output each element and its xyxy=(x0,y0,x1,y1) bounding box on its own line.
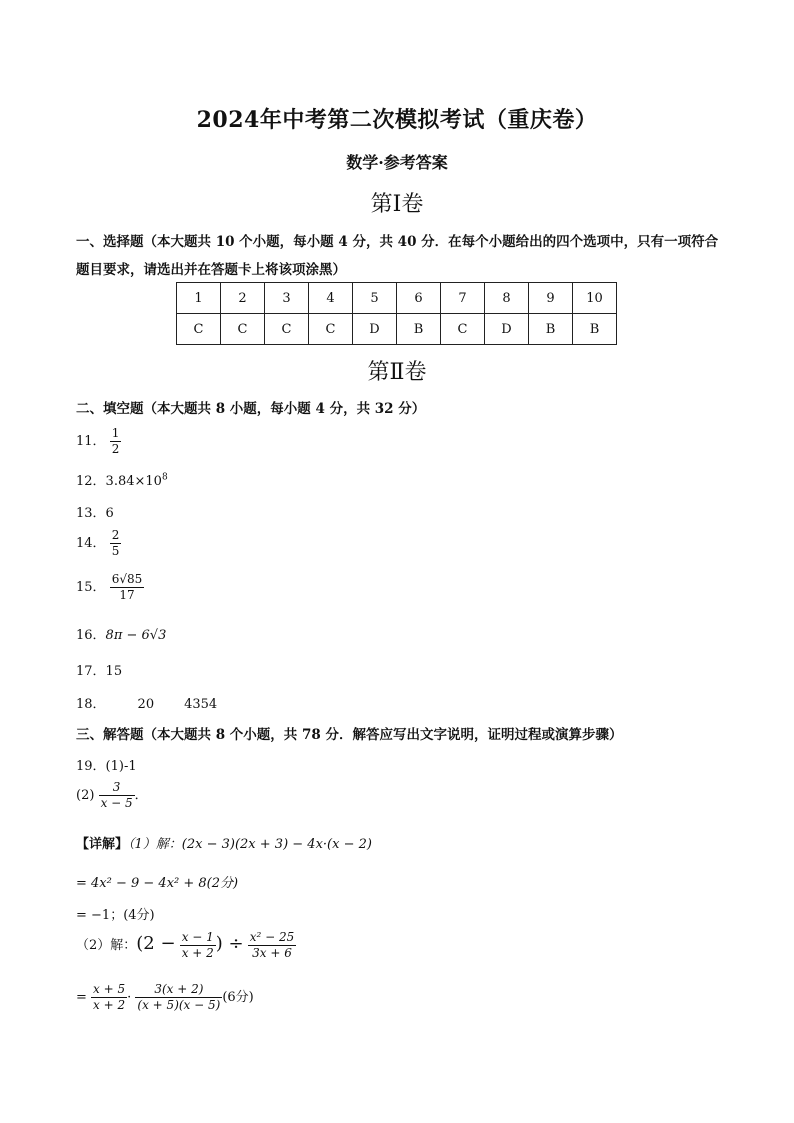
section-3-instructions: 三、解答题（本大题共 8 个小题，共 78 分．解答应写出文字说明，证明过程或演算步骤） xyxy=(76,727,623,743)
question-number: 9 xyxy=(529,283,573,314)
numerator: 3(x + 2) xyxy=(135,982,222,998)
denominator: x − 5 xyxy=(100,796,133,810)
answer-cell: B xyxy=(529,314,573,345)
q19-step-1: = 4x² − 9 − 4x² + 8(2分) xyxy=(76,876,239,891)
question-label: 18． xyxy=(76,697,106,712)
numerator: 6√85 xyxy=(111,572,143,586)
question-label: 17． xyxy=(76,664,106,679)
answer-cell: B xyxy=(397,314,441,345)
fraction xyxy=(91,982,127,1013)
fraction xyxy=(99,780,135,811)
section-1-instructions-line1: 一、选择题（本大题共 10 个小题，每小题 4 分，共 40 分．在每个小题给出的四个选项中，只有一项符合 xyxy=(76,234,719,250)
answer-cell: C xyxy=(221,314,265,345)
answer-cell: B xyxy=(573,314,617,345)
fill-answer-18 xyxy=(76,693,217,712)
fraction xyxy=(110,426,122,457)
q19-step-3 xyxy=(76,982,254,1013)
section-2-instructions: 二、填空题（本大题共 8 小题，每小题 4 分，共 32 分） xyxy=(76,401,426,417)
answer-table xyxy=(176,282,617,345)
answer-table-number-row xyxy=(177,283,617,314)
question-number: 8 xyxy=(485,283,529,314)
score-note: (6分) xyxy=(222,990,254,1005)
fraction xyxy=(135,982,222,1013)
q19-part2-answer xyxy=(76,780,148,811)
solve-prefix: （2）解： xyxy=(76,938,137,953)
numerator: x + 5 xyxy=(93,982,126,996)
numerator: 2 xyxy=(111,528,120,542)
answer-value: 6 xyxy=(105,506,114,521)
numerator: x² − 25 xyxy=(249,930,295,944)
answer-cell: D xyxy=(353,314,397,345)
section-1-instructions-line2: 题目要求，请选出并在答题卡上将该项涂黑） xyxy=(76,262,346,278)
numerator: x − 1 xyxy=(181,930,214,944)
numerator: 3 xyxy=(99,780,135,796)
part-1-heading: 第Ⅰ卷 xyxy=(370,192,424,217)
question-number: 7 xyxy=(441,283,485,314)
period: ． xyxy=(134,788,148,803)
fill-answer-11 xyxy=(76,426,121,457)
answer-cell: C xyxy=(177,314,221,345)
question-number: 3 xyxy=(265,283,309,314)
answer-value-1: 20 xyxy=(137,697,155,712)
answer-cell: C xyxy=(265,314,309,345)
question-number: 5 xyxy=(353,283,397,314)
fraction xyxy=(110,572,145,603)
denominator: 17 xyxy=(119,588,135,602)
denominator: (x + 5)(x − 5) xyxy=(137,998,221,1012)
question-label: 11． xyxy=(76,434,106,449)
detail-tag: 【详解】 xyxy=(76,837,129,852)
expr-close: ) ÷ xyxy=(215,933,244,954)
numerator: 1 xyxy=(111,426,120,440)
question-number: 4 xyxy=(309,283,353,314)
denominator: x + 2 xyxy=(181,946,214,960)
denominator: 5 xyxy=(111,544,120,558)
fill-answer-16 xyxy=(76,624,166,643)
answer-cell: D xyxy=(485,314,529,345)
answer-value: 3.84×10 xyxy=(105,474,162,489)
fill-answer-12 xyxy=(76,470,168,489)
fraction xyxy=(180,930,216,961)
multiply-dot: · xyxy=(127,990,132,1005)
answer-value: 15 xyxy=(105,664,123,679)
fill-answer-13 xyxy=(76,502,114,521)
fill-answer-15 xyxy=(76,572,144,603)
answer-value-2: 4354 xyxy=(184,697,218,712)
expr-open: (2 − xyxy=(136,933,176,954)
answer-table-answer-row xyxy=(177,314,617,345)
part-2-heading: 第Ⅱ卷 xyxy=(367,360,427,385)
q19-step-2: = −1；(4分) xyxy=(76,908,155,923)
exponent: 8 xyxy=(161,472,168,483)
q19-detail-line xyxy=(76,833,372,852)
q19-part2-solve xyxy=(76,930,296,961)
question-number: 2 xyxy=(221,283,265,314)
question-label: 15． xyxy=(76,580,106,595)
question-label: 14． xyxy=(76,536,106,551)
denominator: x + 2 xyxy=(93,998,126,1012)
denominator: 2 xyxy=(111,442,120,456)
fraction xyxy=(110,528,122,559)
question-label: 12． xyxy=(76,474,106,489)
page-title: 2024年中考第二次模拟考试（重庆卷） xyxy=(196,107,598,133)
answer-cell: C xyxy=(441,314,485,345)
part-prefix: (2) xyxy=(76,788,95,803)
question-label: 13． xyxy=(76,506,106,521)
question-label: 16． xyxy=(76,628,106,643)
fraction xyxy=(248,930,297,961)
question-number: 10 xyxy=(573,283,617,314)
fill-answer-17 xyxy=(76,660,122,679)
page-subtitle: 数学·参考答案 xyxy=(346,153,448,172)
q19-part1-answer: 19．(1)-1 xyxy=(76,759,137,774)
answer-value: 8π − 6√3 xyxy=(105,628,167,643)
equals: = xyxy=(76,990,87,1005)
detail-expression: （1）解：(2x − 3)(2x + 3) − 4x·(x − 2) xyxy=(128,837,372,852)
answer-cell: C xyxy=(309,314,353,345)
denominator: 3x + 6 xyxy=(252,946,292,960)
question-number: 1 xyxy=(177,283,221,314)
fill-answer-14 xyxy=(76,528,121,559)
question-number: 6 xyxy=(397,283,441,314)
